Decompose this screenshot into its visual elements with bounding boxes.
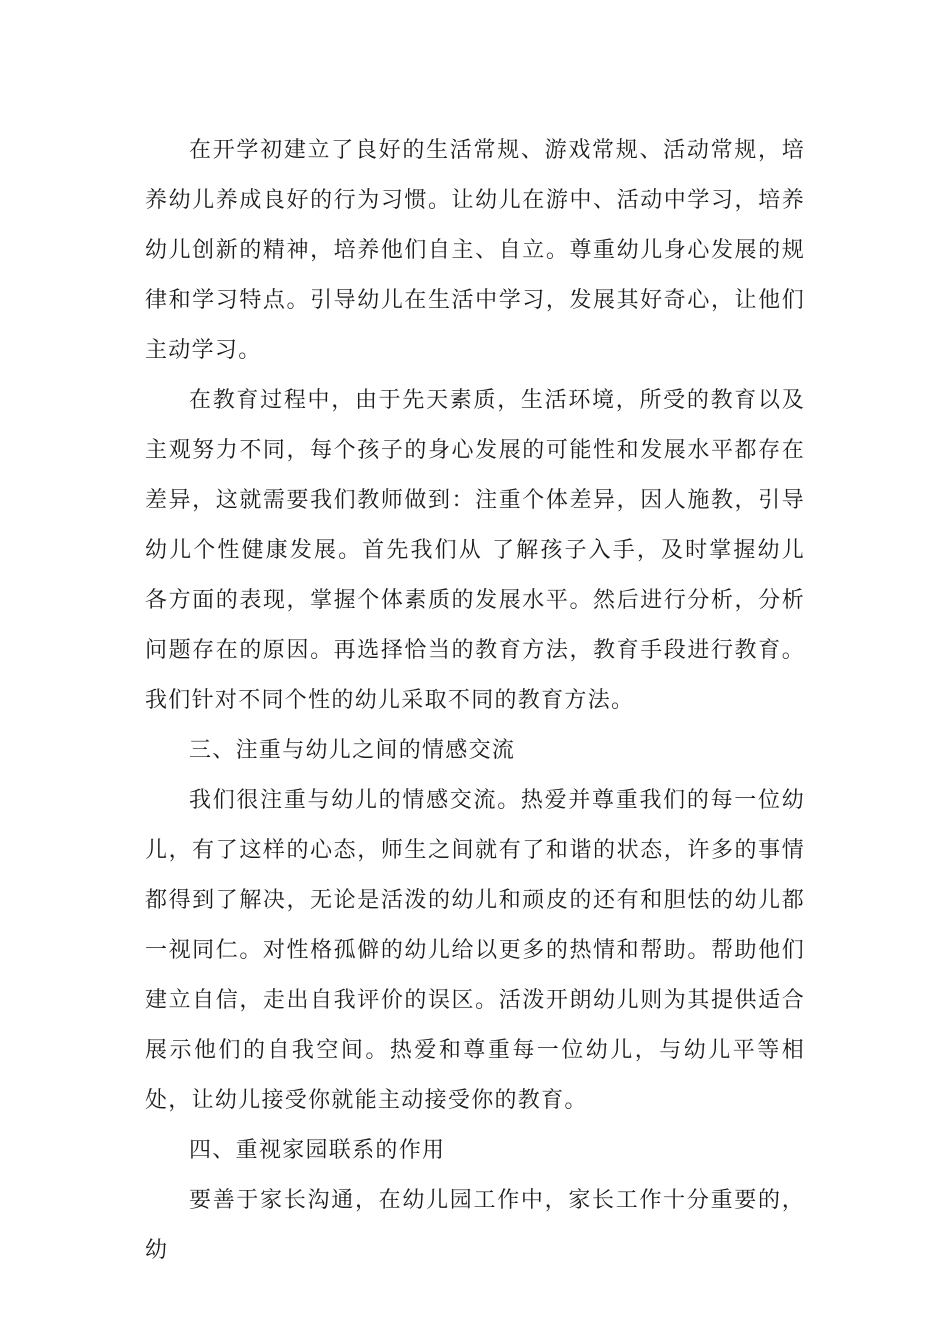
section-heading-home-school: 四、重视家园联系的作用 bbox=[189, 1138, 446, 1163]
section-heading-emotional-exchange: 三、注重与幼儿之间的情感交流 bbox=[189, 738, 516, 763]
document-body bbox=[145, 126, 805, 1276]
paragraph-individual-differences: 在教育过程中，由于先天素质，生活环境，所受的教育以及主观努力不同，每个孩子的身心发展的可能性和发展水平都存在差异，这就需要我们教师做到：注重个体差异，因人施教，引导幼儿个性健康发展。首先我们从 了解孩子入手，及时掌握幼儿各方面的表现，掌握个体素质的发展水平。然后进行分析，分析问题存在的原因。再选择恰当的教育方法，教育手段进行教育。我们针对不同个性的幼儿采取不同的教育方法。 bbox=[145, 388, 805, 713]
paragraph-home-school: 要善于家长沟通，在幼儿园工作中，家长工作十分重要的，幼 bbox=[145, 1188, 805, 1263]
paragraph-routines: 在开学初建立了良好的生活常规、游戏常规、活动常规，培养幼儿养成良好的行为习惯。让幼儿在游中、活动中学习，培养幼儿创新的精神，培养他们自主、自立。尊重幼儿身心发展的规律和学习特点。引导幼儿在生活中学习，发展其好奇心，让他们主动学习。 bbox=[145, 138, 805, 363]
paragraph-emotional-exchange: 我们很注重与幼儿的情感交流。热爱并尊重我们的每一位幼儿，有了这样的心态，师生之间就有了和谐的状态，许多的事情都得到了解决，无论是活泼的幼儿和顽皮的还有和胆怯的幼儿都一视同仁。对性格孤僻的幼儿给以更多的热情和帮助。帮助他们建立自信，走出自我评价的误区。活泼开朗幼儿则为其提供适合展示他们的自我空间。热爱和尊重每一位幼儿，与幼儿平等相处，让幼儿接受你就能主动接受你的教育。 bbox=[145, 788, 805, 1113]
